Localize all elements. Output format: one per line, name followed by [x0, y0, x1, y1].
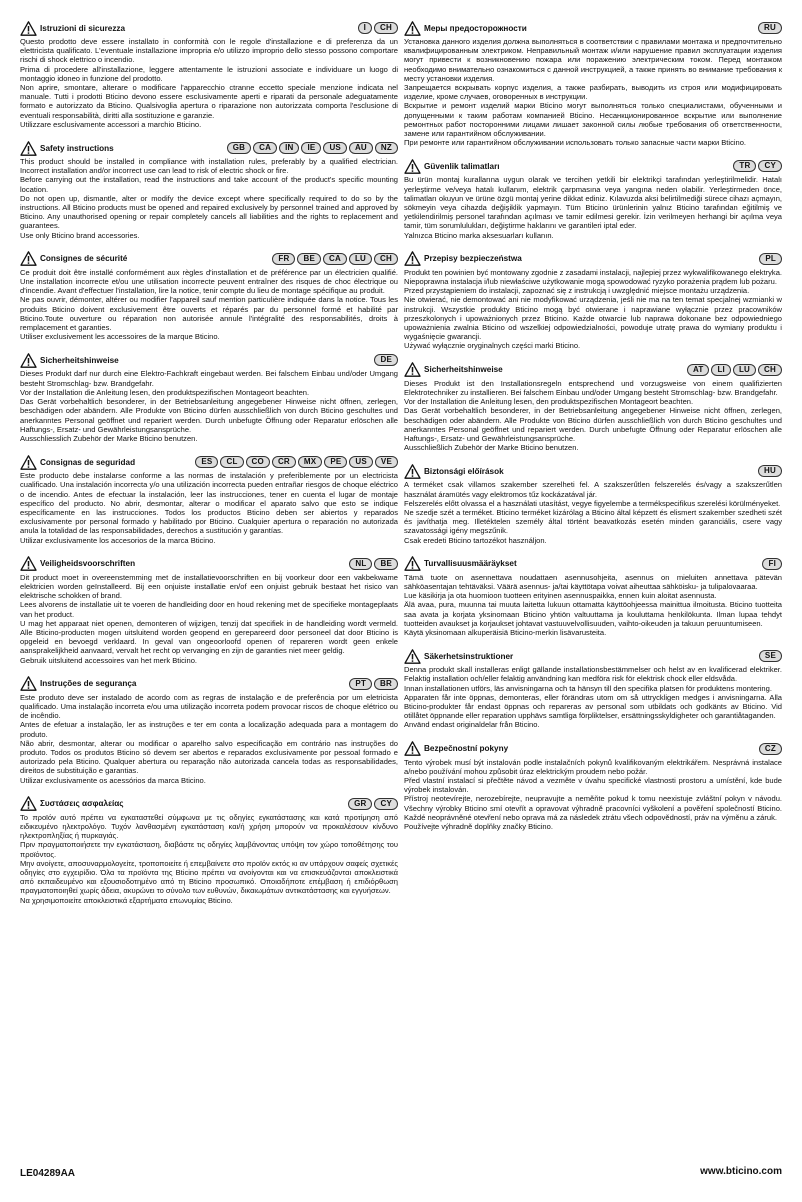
country-badge: IE: [301, 142, 321, 154]
country-badge: IN: [279, 142, 299, 154]
paragraph: Tämä tuote on asennettava noudattaen asennusohjeita, asennus on mieluiten annettava pätevän sähköasentajan tehtäväksi. Väärä asennus- ja/tai käyttötapa voivat aiheuttaa sähköisku- ja tulipalovaaraa.: [404, 572, 782, 591]
section-title: Sicherheitshinweise: [40, 355, 119, 365]
country-badge: HU: [758, 465, 782, 477]
country-badge: FR: [272, 253, 295, 265]
paragraph: Innan installationen utförs, läs anvisningarna och ta hänsyn till den specifika platsen för produktens montering.: [404, 683, 772, 693]
paragraph: Käytä yksinomaan alkuperäisiä Bticino-merkin lisävarusteita.: [404, 627, 607, 637]
section-title: Bezpečnostní pokyny: [424, 744, 509, 754]
section-header: [404, 556, 782, 572]
section-title: Biztonsági előírások: [424, 466, 504, 476]
country-badge: PT: [349, 678, 372, 690]
warning-icon: [404, 649, 421, 664]
country-badges: [733, 160, 782, 172]
country-badge: BR: [374, 678, 398, 690]
paragraph: Produkt ten powinien być montowany zgodnie z zasadami instalacji, najlepiej przez wykwalifikowanego elektryka. Niepoprawna instalacja i/lub niewłaściwe użytkowanie mogą spowodować ryzyko porażenia prądem lub pożaru.: [404, 267, 782, 287]
section-title: Säkerhetsinstruktioner: [424, 651, 514, 661]
section-header: [20, 556, 398, 572]
warning-icon: [20, 455, 37, 470]
paragraph: Bu ürün montaj kurallarına uygun olarak ve tercihen yetkili bir elektrikçi tarafından yerleştirilmelidir. Hatalı yerleştirme ve/veya hatalı kullanım, elektrik çarpmasına veya yangına neden olabilir. Yerleştirmeden önce, talimatları okuyun ve ürüne özgü montaj yerine dikkat ediniz. Kılavuzda aksi belirtilmediği sürece cihazı açmayın, sökmeyin veya cihazda değişiklik yapmayın. Tüm Bticino ürünlerinin yalnız Bticino tarafından eğitilmiş ve yetkilendirilmiş personel tarafından açılması ve tamir edilmesi gerekir. İzin verilmeyen herhangi bir açılma veya tamir, tüm sorumlulukları, değiştirme haklarını ve garantileri iptal eder.: [404, 175, 782, 231]
section-body: [404, 573, 782, 637]
paragraph: Questo prodotto deve essere installato in conformità con le regole d'installazione e di preferenza da un elettricista qualificato. L'eventuale installazione impropria e/o utilizzo improprio dello stesso possono comportare rischi di shock elettrico o incendio.: [20, 37, 398, 65]
paragraph: Before carrying out the installation, read the instructions and take account of the product's specific mounting location.: [20, 175, 398, 194]
country-badge: RU: [758, 22, 782, 34]
section-header: [20, 251, 398, 267]
paragraph: Csak eredeti Bticino tartozékot használjon.: [404, 535, 547, 545]
safety-section: [404, 158, 782, 239]
section-body: [20, 157, 398, 240]
paragraph: Antes de efetuar a instalação, ler as instruções e ter em conta a localização adequada para a montagem do produto.: [20, 720, 398, 739]
country-badges: [758, 465, 782, 477]
country-badge: CZ: [759, 743, 782, 755]
document-code: LE04289AA: [20, 1168, 76, 1179]
country-badges: [758, 22, 782, 34]
country-badge: TR: [733, 160, 756, 172]
safety-section: [404, 741, 782, 832]
section-title: Sicherheitshinweise: [424, 365, 503, 375]
right-column: [404, 20, 782, 842]
country-badge: LU: [733, 364, 756, 376]
paragraph: Utilizzare esclusivamente accessori a marchio Bticino.: [20, 119, 202, 129]
paragraph: Το προϊόν αυτό πρέπει να εγκαταστεθεί σύμφωνα με τις οδηγίες εγκατάστασης και κατά προτίμηση από ειδικευμένο ηλεκτρολόγο. Τυχόν λανθασμένη εγκατάσταση και/ή χρήση μπορούν να προκαλέσουν κίνδυνο ηλεκτροπληξίας ή πυρκαγιάς.: [20, 812, 398, 841]
paragraph: Przed przystąpieniem do instalacji, zapoznać się z instrukcją i uwzględnić miejsce montażu urządzenia.: [404, 286, 750, 296]
safety-section: [404, 463, 782, 544]
paragraph: Yalnızca Bticino marka aksesuarları kullanın.: [404, 230, 554, 240]
section-title: Przepisy bezpieczeństwa: [424, 254, 522, 264]
safety-section: [20, 676, 398, 785]
paragraph: Este produto deve ser instalado de acordo com as regras de instalação e de preferência por um eletricista qualificado. Uma instalação incorreta e/ou uma utilização incorreta podem provocar riscos de choque elétrico ou de incêndio.: [20, 692, 398, 721]
country-badge: NL: [349, 558, 372, 570]
paragraph: Este producto debe instalarse conforme a las normas de instalación y preferiblemente por un electricista cualificado. Una instalación incorrecta y/o una utilización incorrecta pueden entrañar riesgos de choque eléctrico o de incendio. Antes de efectuar la instalación, leer las instrucciones, tener en cuenta el lugar de montaje específico del producto. No abrir, desmontar, alterar o modificar el aparato salvo que esto se indique específicamente en las instrucciones. Todos los productos Bticino deben ser abiertos y reparados exclusivamente por personal formado y habilitado por Bticino. Cualquier apertura o reparación no autorizada anula la totalidad de las responsabilidades, derechos a sustitución y garantías.: [20, 471, 398, 536]
country-badge: PE: [324, 456, 347, 468]
country-badge: AU: [349, 142, 373, 154]
section-title: Safety instructions: [40, 143, 114, 153]
section-body: [404, 480, 782, 544]
paragraph: Das Gerät vorbehaltlich besonderer, in der Betriebsanleitung angegebener Hinweise nicht öffnen, zerlegen, beschädigen oder abändern. Alle Produkte von Bticino dürfen ausschließlich von durch Bticino geschultes und anerkanntes Personal geöffnet und repariert werden. Durch unbefugte Öffnung oder Reparatur erlöschen alle Haftungs-, Ersatz- und Gewährleistungsansprüche.: [404, 406, 782, 443]
paragraph: Gebruik uitsluitend accessoires van het merk Bticino.: [20, 655, 198, 665]
paragraph: Ausschliesslich Zubehör der Marke Bticino benutzen.: [20, 433, 198, 443]
country-badge: I: [358, 22, 372, 34]
country-badges: [374, 354, 398, 366]
paragraph: Dit product moet in overeenstemming met de installatievoorschriften en bij voorkeur door een vakbekwame elektricien worden geïnstalleerd. Bij een onjuiste installatie en/of een onjuist gebruik bestaat het risico van elektrische schokken of brand.: [20, 572, 398, 601]
country-badge: PL: [759, 253, 782, 265]
section-title: Меры предосторожности: [424, 23, 527, 33]
section-body: [20, 813, 398, 905]
paragraph: Ce produit doit être installé conformément aux règles d'installation et de préférence par un électricien qualifié. Une installation incorrecte et/ou une utilisation incorrecte peuvent entraîner des risques de choc électrique ou d'incendie. Avant d'effectuer l'installation, lire la notice, tenir compte du lieu de montage spécifique au produit.: [20, 267, 398, 296]
section-body: [404, 175, 782, 239]
section-header: [20, 352, 398, 368]
paragraph: Používejte výhradně doplňky značky Bticino.: [404, 822, 553, 831]
paragraph: Vor der Installation die Anleitung lesen, den produktspezifischen Montageort beachten.: [20, 387, 310, 397]
paragraph: Denna produkt skall installeras enligt gällande installationsbestämmelser och helst av en kvalificerad elektriker. Felaktig installation och/eller felaktig användning kan medföra risk för elektrisk chock eller eldsvåda.: [404, 665, 782, 684]
warning-icon: [20, 796, 37, 811]
safety-section: [404, 648, 782, 729]
paragraph: Πριν πραγματοποιήσετε την εγκατάσταση, διαβάστε τις οδηγίες λαμβάνοντας υπόψη τον χώρο τοποθέτησης του προϊόντος.: [20, 840, 398, 859]
section-title: Veiligheidsvoorschriften: [40, 559, 136, 569]
section-header: [20, 20, 398, 36]
country-badge: LU: [349, 253, 372, 265]
paragraph: A terméket csak villamos szakember szerelheti fel. A szakszerűtlen felszerelés és/vagy a szakszerűtlen használat áramütés vagy elektromos tűz kockázatával jár.: [404, 480, 782, 499]
section-body: [20, 369, 398, 443]
safety-section: [20, 796, 398, 905]
country-badge: CA: [323, 253, 347, 265]
section-title: Συστάσεις ασφαλείας: [40, 799, 124, 809]
warning-icon: [404, 464, 421, 479]
country-badge: DE: [374, 354, 398, 366]
paragraph: U mag het apparaat niet openen, demonteren of wijzigen, tenzij dat specifiek in de handleiding wordt vermeld. Alle Bticino-producten mogen uitsluitend worden geopend en gerepareerd door personeel dat door Bticino is opgeleid en bevoegd verklaard. In geval van ongeoorloofd openen of repareren wordt geen enkele aansprakelijkheid aanvaard, vervalt het recht op vervanging en zijn de garanties niet meer geldig.: [20, 618, 398, 656]
country-badge: NZ: [375, 142, 398, 154]
warning-icon: [404, 556, 421, 571]
section-title: Consignas de seguridad: [40, 457, 136, 467]
country-badge: BE: [374, 558, 398, 570]
section-header: [404, 251, 782, 267]
warning-icon: [20, 353, 37, 368]
section-title: Instruções de segurança: [40, 679, 137, 689]
section-header: [20, 140, 398, 156]
paragraph: Ne pas ouvrir, démonter, altérer ou modifier l'appareil sauf mention particulière indiquée dans la notice. Tous les produits Bticino doivent exclusivement être ouverts et réparés par du personnel formé et habilité par Bticino.Toute ouverture ou réparation non autorisée annule l'intégralité des responsabilités, droits à remplacement et garanties.: [20, 295, 398, 333]
country-badges: [227, 142, 398, 154]
country-badge: MX: [298, 456, 322, 468]
country-badge: CY: [758, 160, 782, 172]
country-badge: SE: [759, 650, 782, 662]
paragraph: This product should be installed in compliance with installation rules, preferably by a qualified electrician. Incorrect installation and/or incorrect use can lead to risk of electric shock or fire.: [20, 157, 398, 176]
website-link[interactable]: www.bticino.com: [700, 1166, 782, 1177]
country-badges: [358, 22, 398, 34]
paragraph: Tento výrobek musí být instalován podle instalačních pokynů kvalifikovaným elektrikářem. Nesprávná instalace a/nebo používání mohou způsobit úraz elektrickým proudem nebo požár.: [404, 757, 782, 776]
safety-section: [20, 140, 398, 240]
section-header: [20, 454, 398, 470]
safety-section: [404, 556, 782, 637]
paragraph: Dieses Produkt darf nur durch eine Elektro-Fachkraft eingebaut werden. Bei falschem Einbau und/oder Umgang besteht Stromschlag- bzw. Brandgefahr.: [20, 369, 398, 388]
country-badge: CA: [253, 142, 277, 154]
section-header: [404, 463, 782, 479]
paragraph: Μην ανοίγετε, αποσυναρμολογείτε, τροποποιείτε ή επεμβαίνετε στο προϊόν εκτός κι αν υπάρχουν σαφείς σχετικές οδηγίες στο εγχειρίδιο. Όλα τα προϊόντα της Bticino πρέπει να ανοίγονται και να επισκευάζονται αποκλειστικά από εκπαιδευμένο και εξουσιοδοτημένο από τη Bticino προσωπικό. Οποιαδήποτε επέμβαση ή επιδιόρθωση πραγματοποιηθεί χωρίς άδεια, ακυρώνει το σύνολο των ευθυνών, δικαιωμάτων αντικατάστασης και εγγυήσεων.: [20, 858, 398, 896]
section-header: [20, 796, 398, 812]
paragraph: Ausschließlich Zubehör der Marke Bticino benutzen.: [404, 443, 579, 453]
paragraph: Använd endast originaldelar från Bticino.: [404, 720, 540, 730]
section-body: [404, 379, 782, 453]
warning-icon: [20, 556, 37, 571]
country-badges: [272, 253, 398, 265]
country-badge: FI: [762, 558, 782, 570]
country-badges: [759, 743, 782, 755]
country-badge: CH: [374, 22, 398, 34]
country-badge: BE: [297, 253, 321, 265]
paragraph: Das Gerät vorbehaltlich besonderer, in der Betriebsanleitung angegebener Hinweise nicht öffnen, zerlegen, beschädigen oder abändern. Alle Produkte von Bticino dürfen ausschließlich von durch Bticino geschultes und anerkanntes Personal geöffnet und repariert werden. Durch unbefugte Öffnung oder Reparatur erlöschen alle Haftungs-, Ersatz- und Gewährleistungsansprüche.: [20, 397, 398, 434]
country-badges: [349, 558, 398, 570]
section-body: [404, 268, 782, 351]
paragraph: Nie otwierać, nie demontować ani nie modyfikować urządzenia, jeśli nie ma na ten temat specjalnej wzmianki w instrukcji. Wszystkie produkty Bticino mogą być otwierane i naprawiane wyłącznie przez pracowników przeszkolonych i upoważnionych przez Bticino. Każde otwarcie lub naprawa dokonane bez odpowiedniego upoważnienia zwalnia Bticino od wszelkiej odpowiedzialności, powoduje utratę prawa do wymiany produktu i wygaśnięcie gwarancji.: [404, 295, 782, 342]
warning-icon: [20, 251, 37, 266]
country-badge: US: [349, 456, 373, 468]
section-header: [404, 158, 782, 174]
paragraph: Vor der Installation die Anleitung lesen, den produktspezifischen Montageort beachten.: [404, 397, 694, 407]
section-body: [404, 758, 782, 832]
warning-icon: [20, 141, 37, 156]
paragraph: Utilizar exclusivamente los accesorios de la marca Bticino.: [20, 535, 216, 545]
safety-section: [20, 454, 398, 545]
country-badge: CO: [246, 456, 270, 468]
section-title: Istruzioni di sicurezza: [40, 23, 126, 33]
paragraph: Установка данного изделия должна выполняться в соответствии с правилами монтажа и предпочтительно квалифицированным электриком. Неправильный монтаж и/или нарушение правил эксплуатации изделия могут привести к возникновению пожара или поражению электрическим током. Перед монтажом необходимо внимательно ознакомиться с данной инструкцией, а также принять во внимание требования к месту установки изделия.: [404, 37, 782, 83]
safety-section: [404, 251, 782, 351]
paragraph: Felszerelés előtt olvassa el a használati utasítást, vegye figyelembe a termékspecifikus szerelési körülményeket.: [404, 498, 781, 508]
paragraph: Lees alvorens de installatie uit te voeren de handleiding door en houd rekening met de specifieke montageplaats van het product.: [20, 600, 398, 619]
warning-icon: [20, 21, 37, 36]
country-badge: GB: [227, 142, 251, 154]
paragraph: Prima di procedere all'installazione, leggere attentamente le istruzioni associate e individuare un luogo di montaggio idoneo in funzione del prodotto.: [20, 64, 398, 83]
paragraph: Dieses Produkt ist den Installationsregeln entsprechend und vorzugsweise von einem qualifizierten Elektrotechniker zu installieren. Bei falschem Einbau und/oder Umgang besteht Stromschlag- bzw. Brandgefahr.: [404, 378, 782, 397]
section-title: Güvenlik talimatları: [424, 161, 500, 171]
paragraph: Do not open up, dismantle, alter or modify the device except where specifically required to do so by the instructions. All Bticino products must be opened and repaired exclusively by personnel trained and approved by Bticino. Any unauthorised opening or repair completely cancels all liabilities and the rights to replacement and guarantees.: [20, 193, 398, 231]
paragraph: Non aprire, smontare, alterare o modificare l'apparecchio ctranne eccetto speciale menzione indicata nel manuale. Tutti i prodotti Bticino devono essere esclusivamente aperti e riparati da personale adeguatamente formato e autorizzato da Bticino. Qualsivoglia apertura o riparazione non autorizzata comporta l'esclusione di eventuali responsabilità, diritti alla sostituzione e garanzie.: [20, 83, 398, 120]
paragraph: Να χρησιμοποιείτε αποκλειστικά εξαρτήματα επωνυμίας Bticino.: [20, 895, 233, 905]
safety-section: [20, 556, 398, 665]
paragraph: Před vlastní instalací si přečtěte návod a vezměte v úvahu specifické vlastnosti prostoru a umístění, kde bude výrobek instalován.: [404, 775, 782, 795]
paragraph: Não abrir, desmontar, alterar ou modificar o aparelho salvo especificação em contrário nas instruções do produto. Todos os produtos Bticino só devem ser abertos e reparados exclusivamente por pessoal formado e autorizado pela Bticino. Qualquer abertura ou reparação não autorizada cancela todas as responsabilidades, direitos de substituição e garantias.: [20, 738, 398, 776]
warning-icon: [404, 741, 421, 756]
country-badge: AT: [687, 364, 709, 376]
section-title: Turvallisuusmääräykset: [424, 559, 517, 569]
country-badge: CH: [374, 253, 398, 265]
warning-icon: [20, 676, 37, 691]
section-header: [404, 648, 782, 664]
paragraph: Ne szedje szét a terméket. Bticino terméket kizárólag a Bticino által képzett és elismert szakember szedheti szét és javíthatja meg. Illetéktelen személy által történt beavatkozás esetén minden garanciális, csere vagy szavatossági igény megszűnik.: [404, 507, 782, 536]
section-body: [20, 693, 398, 785]
safety-section: [20, 352, 398, 443]
country-badges: [759, 253, 782, 265]
section-header: [20, 676, 398, 692]
warning-icon: [404, 21, 421, 36]
section-header: [404, 20, 782, 36]
section-body: [404, 37, 782, 147]
country-badge: CL: [220, 456, 243, 468]
safety-section: [404, 20, 782, 147]
country-badges: [762, 558, 782, 570]
section-header: [404, 741, 782, 757]
paragraph: Utilizar exclusivamente os acessórios da marca Bticino.: [20, 775, 206, 785]
warning-icon: [404, 362, 421, 377]
country-badges: [759, 650, 782, 662]
country-badge: US: [323, 142, 347, 154]
paragraph: Вскрытие и ремонт изделий марки Bticino могут выполняться только специалистами, обученными и допущенными к таким работам компанией Bticino. Несанкционированное вскрытие или выполнение ремонтных работ посторонними лицами лишает законной силы любые требования об ответственности, замене или гарантийном обслуживании.: [404, 101, 782, 139]
section-body: [404, 665, 782, 729]
country-badge: ES: [195, 456, 218, 468]
country-badge: VE: [375, 456, 398, 468]
section-body: [20, 37, 398, 129]
country-badges: [195, 456, 398, 468]
paragraph: Use only Bticino brand accessories.: [20, 230, 140, 240]
country-badge: LI: [711, 364, 731, 376]
paragraph: Utiliser exclusivement les accessoires de la marque Bticino.: [20, 332, 220, 342]
section-title: Consignes de sécurité: [40, 254, 128, 264]
country-badges: [348, 798, 398, 810]
paragraph: Запрещается вскрывать корпус изделия, а также разбирать, выводить из строя или модифицировать изделие, кроме случаев, оговоренных в инструкции.: [404, 83, 782, 102]
paragraph: Używać wyłącznie oryginalnych części marki Bticino.: [404, 341, 581, 351]
paragraph: Lue käsikirja ja ota huomioon tuotteen erityinen asennuspaikka, ennen kuin aloitat asennusta.: [404, 591, 717, 601]
paragraph: Älä avaa, pura, muunna tai muuta laitetta lukuun ottamatta käyttöohjeessa mainittua ilmoitusta. Bticino tuotteita saa avata ja korjata yksinomaan Bticino yhtiön valtuuttama ja kouluttama henkilökunta. Ilman lupaa tehdyt tuotteiden avaukset ja korjaukset johtavat vastuuvelvollisuuden, vaihto-oikeuden ja takuun peruuntumiseen.: [404, 600, 782, 628]
safety-section: [20, 251, 398, 342]
safety-section: [20, 20, 398, 129]
warning-icon: [404, 159, 421, 174]
country-badge: GR: [348, 798, 372, 810]
section-body: [20, 268, 398, 342]
section-body: [20, 573, 398, 665]
country-badge: CY: [374, 798, 398, 810]
paragraph: При ремонте или гарантийном обслуживании использовать только запасные части марки Bticino.: [404, 138, 747, 148]
left-column: [20, 20, 398, 916]
paragraph: Přístroj neotevírejte, nerozebírejte, neupravujte a neměňte pokud k tomu neexistuje zvláštní pokyn v návodu. Všechny výrobky Bticino smí otevřít a opravovat výhradně pracovníci vyškolení a pověření společností Bticino. Každé neoprávněné otevření nebo oprava má za následek ztrátu všech odpovědností, práv na výměnu a záruk.: [404, 794, 782, 822]
country-badges: [349, 678, 398, 690]
country-badge: CR: [272, 456, 296, 468]
paragraph: Apparaten får inte öppnas, demonteras, eller förändras utom om så uttryckligen medges i anvisningarna. Alla Bticino-produkter får endast öppnas och repareras av personal som utbildats och godkänts av Bticino. Vid otillåtet öppnande eller reparation upphävs samtliga förpliktelser, ersättningsskyldigheter och garantiåtaganden.: [404, 692, 782, 721]
country-badge: CH: [758, 364, 782, 376]
warning-icon: [404, 251, 421, 266]
section-header: [404, 362, 782, 378]
safety-section: [404, 362, 782, 453]
country-badges: [687, 364, 782, 376]
section-body: [20, 471, 398, 545]
